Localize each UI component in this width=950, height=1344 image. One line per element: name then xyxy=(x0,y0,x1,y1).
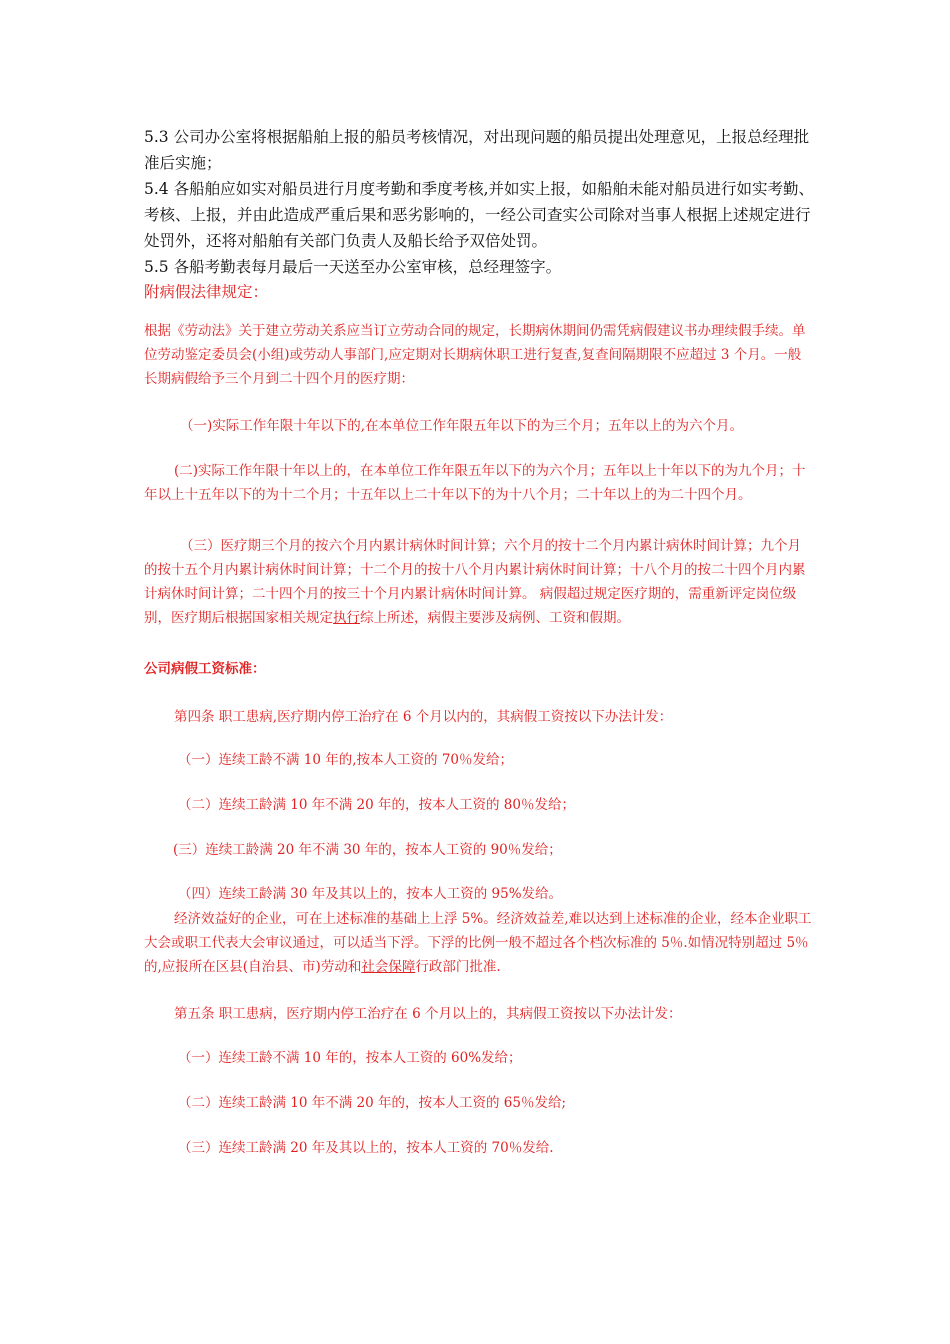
law-item-3-text: （三）医疗期三个月的按六个月内累计病休时间计算；六个月的按十二个月内累计病休时间计算；九个月的按十五个月内累计病休时间计算；十二个月的按十八个月内累计病休时间计算；十八个月的按二十四个月内累计病休时间计算；二十四个月的按三十个月内累计病休时间计算。 病假超过规定医疗期的，需重新评定岗位级别，医疗期后根据国家相关规定 xyxy=(144,538,806,626)
article-5-item-2: （二）连续工龄满 10 年不满 20 年的，按本人工资的 65％发给; xyxy=(178,1095,567,1111)
law-intro: 根据《劳动法》关于建立劳动关系应当订立劳动合同的规定，长期病休期间仍需凭病假建议书办理续假手续。单位劳动鉴定委员会(小组)或劳动人事部门,应定期对长期病休职工进行复查,复查间隔期限不应超过 3 个月。一般长期病假给予三个月到二十四个月的医疗期： xyxy=(144,323,806,387)
social-security-link[interactable]: 社会保障 xyxy=(361,959,416,975)
article-5-title: 第五条 职工患病，医疗期内停工治疗在 6 个月以上的，其病假工资按以下办法计发： xyxy=(174,1006,682,1022)
article-4-item-3: (三）连续工龄满 20 年不满 30 年的，按本人工资的 90％发给； xyxy=(173,842,562,858)
rule-5-4: 5.4 各船舶应如实对船员进行月度考勤和季度考核,并如实上报，如船舶未能对船员进行如实考勤、考核、上报，并由此造成严重后果和恶劣影响的，一经公司查实公司除对当事人根据上述规定进行处罚外，还将对船舶有关部门负责人及船长给予双倍处罚。 xyxy=(144,180,815,250)
article-4-item-4: （四）连续工龄满 30 年及其以上的，按本人工资的 95%发给。 xyxy=(178,886,563,902)
law-item-2: (二)实际工作年限十年以上的，在本单位工作年限五年以下的为六个月；五年以上十年以下的为九个月；十年以上十五年以下的为十二个月；十五年以上二十年以下的为十八个月；二十年以上的为二十四个月。 xyxy=(144,463,806,503)
wage-heading: 公司病假工资标准： xyxy=(144,661,266,677)
float-tail: 行政部门批准. xyxy=(415,959,501,975)
rule-5-5: 5.5 各船考勤表每月最后一天送至办公室审核，总经理签字。 xyxy=(144,258,562,276)
article-5-item-3: （三）连续工龄满 20 年及其以上的，按本人工资的 70％发给. xyxy=(178,1140,554,1156)
law-item-1: （一)实际工作年限十年以下的,在本单位工作年限五年以下的为三个月；五年以上的为六个月。 xyxy=(180,418,744,434)
law-item-3 xyxy=(144,534,814,630)
rule-5-3: 5.3 公司办公室将根据船舶上报的船员考核情况，对出现问题的船员提出处理意见，上报总经理批准后实施； xyxy=(144,128,810,172)
float-adjustment xyxy=(144,907,814,979)
article-4-title: 第四条 职工患病,医疗期内停工治疗在 6 个月以内的，其病假工资按以下办法计发： xyxy=(174,709,673,725)
execute-link[interactable]: 执行 xyxy=(333,610,360,626)
article-5-item-1: （一）连续工龄不满 10 年的，按本人工资的 60%发给； xyxy=(178,1050,522,1066)
article-4-item-1: （一）连续工龄不满 10 年的,按本人工资的 70％发给； xyxy=(178,752,514,768)
article-4-item-2: （二）连续工龄满 10 年不满 20 年的，按本人工资的 80％发给； xyxy=(178,797,575,813)
float-text: 经济效益好的企业，可在上述标准的基础上上浮 5%。经济效益差,难以达到上述标准的企业，经本企业职工大会或职工代表大会审议通过，可以适当下浮。下浮的比例一般不超过各个档次标准的 5％.如情况特别超过 5％的,应报所在区县(自治县、市)劳动和 xyxy=(144,911,812,975)
law-item-3-tail: 综上所述，病假主要涉及病例、工资和假期。 xyxy=(360,610,630,626)
law-heading: 附病假法律规定： xyxy=(144,283,269,301)
